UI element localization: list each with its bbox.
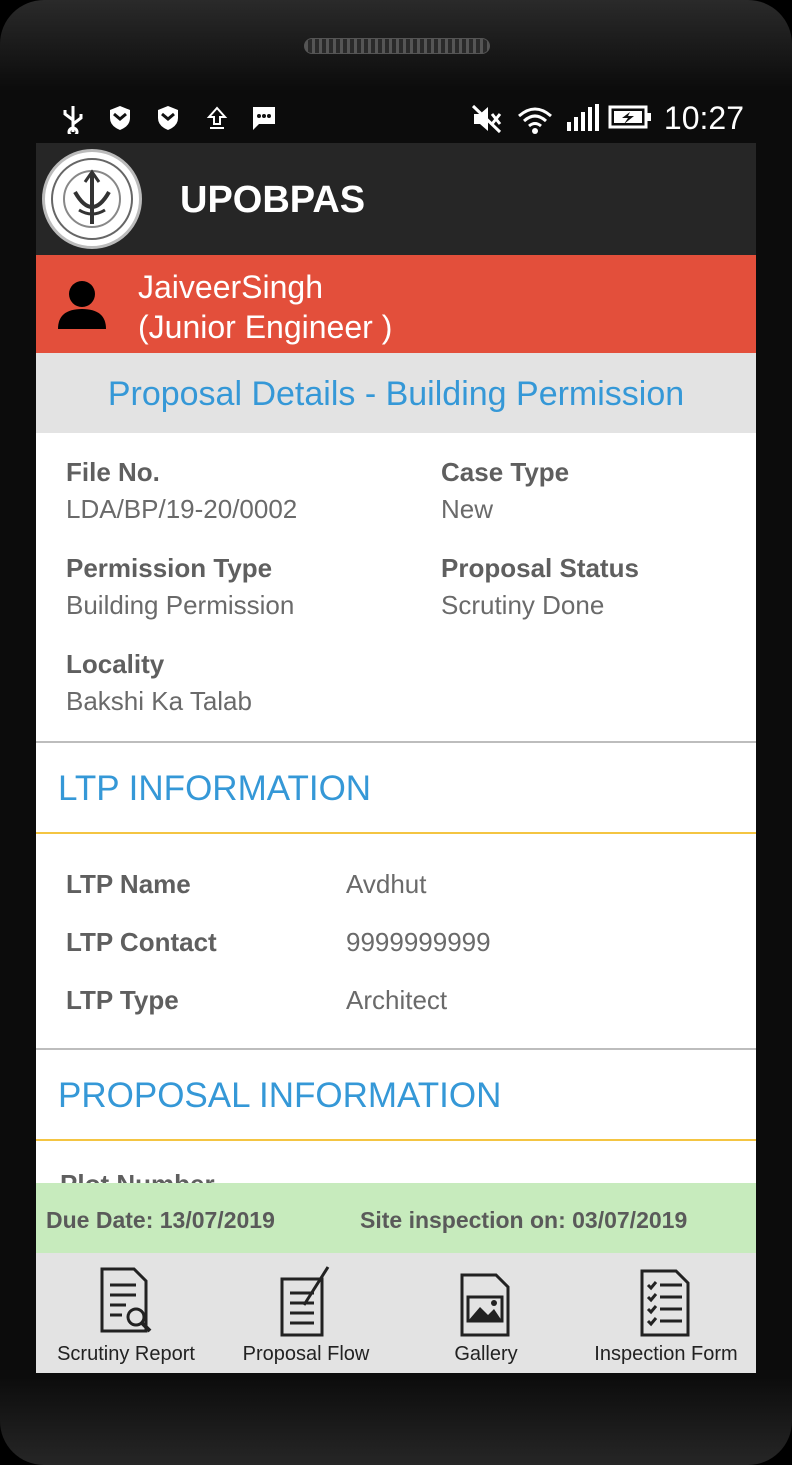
clock: 10:27 [663, 100, 744, 136]
permission-type-label: Permission Type [66, 553, 273, 583]
proposal-details [36, 433, 756, 741]
gallery-icon [456, 1265, 516, 1337]
upload-icon [206, 104, 228, 130]
ltp-contact-label: LTP Contact [66, 927, 217, 957]
usb-icon [60, 104, 86, 134]
nav-scrutiny-report[interactable] [36, 1253, 216, 1373]
scrutiny-report-icon [96, 1265, 156, 1337]
government-seal-logo [42, 149, 142, 249]
nav-gallery[interactable] [396, 1253, 576, 1373]
permission-type-value: Building Permission [66, 590, 295, 620]
case-type-value: New [441, 494, 494, 524]
proposal-status-label: Proposal Status [441, 553, 639, 583]
user-info [138, 267, 392, 347]
nav-label: Inspection Form [594, 1343, 738, 1365]
proposal-status-value: Scrutiny Done [441, 590, 605, 620]
app-bar [36, 143, 756, 255]
status-bar [36, 92, 756, 144]
message-icon [250, 104, 278, 132]
proposal-flow-icon [276, 1265, 336, 1337]
divider [36, 1048, 756, 1050]
seal-emblem-icon [45, 152, 139, 246]
ltp-name-label: LTP Name [66, 869, 191, 899]
shield-icon [156, 104, 180, 132]
ltp-name-value: Avdhut [346, 869, 427, 899]
due-date: Due Date: 13/07/2019 [46, 1207, 275, 1233]
inspection-form-icon [636, 1265, 696, 1337]
nav-label: Gallery [454, 1343, 518, 1365]
permission-type-field [66, 551, 294, 625]
locality-label: Locality [66, 649, 165, 679]
proposal-section-heading[interactable]: PROPOSAL INFORMATION [58, 1076, 502, 1115]
user-role: (Junior Engineer ) [138, 309, 393, 345]
bottom-navigation [36, 1253, 756, 1373]
page-title: Proposal Details - Building Permission [107, 375, 685, 413]
nav-label: Scrutiny Report [57, 1343, 195, 1365]
nav-proposal-flow[interactable] [216, 1253, 396, 1373]
wifi-icon [516, 104, 554, 136]
page-title-bar [36, 353, 756, 433]
case-type-label: Case Type [441, 457, 570, 487]
divider [36, 741, 756, 743]
signal-icon [566, 104, 600, 132]
ltp-type-value: Architect [346, 985, 448, 1015]
section-underline [36, 832, 756, 834]
due-date-bar [36, 1183, 756, 1253]
site-inspection-date: Site inspection on: 03/07/2019 [360, 1207, 688, 1233]
app-title: UPOBPAS [180, 179, 366, 221]
file-no-field [66, 455, 297, 529]
proposal-status-field [441, 551, 639, 625]
shield-icon [108, 104, 132, 132]
ltp-section-heading[interactable]: LTP INFORMATION [58, 769, 372, 808]
user-banner [36, 255, 756, 353]
nav-label: Proposal Flow [242, 1343, 370, 1365]
file-no-label: File No. [66, 457, 160, 487]
ltp-type-label: LTP Type [66, 985, 179, 1015]
locality-field [66, 647, 252, 721]
app-screen [36, 143, 756, 1373]
mute-icon [470, 104, 504, 134]
earpiece-speaker [304, 38, 490, 54]
file-no-value: LDA/BP/19-20/0002 [66, 494, 298, 524]
case-type-field [441, 455, 569, 529]
user-name: JaiveerSingh [138, 269, 323, 305]
ltp-contact-value: 9999999999 [346, 927, 491, 957]
nav-inspection-form[interactable] [576, 1253, 756, 1373]
battery-charging-icon [608, 104, 652, 130]
locality-value: Bakshi Ka Talab [66, 686, 252, 716]
user-avatar-icon [56, 279, 108, 331]
section-underline [36, 1139, 756, 1141]
